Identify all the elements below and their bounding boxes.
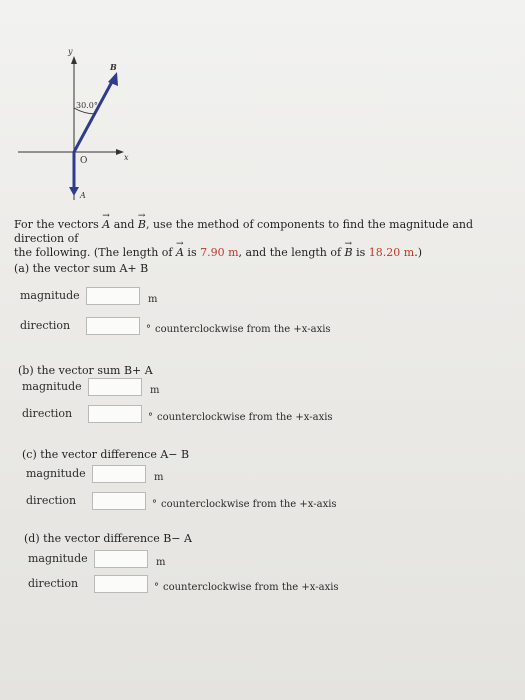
angle-label: 30.0° bbox=[76, 101, 98, 110]
part-b-direction-input[interactable] bbox=[88, 405, 142, 423]
part-c-magnitude-row bbox=[26, 464, 163, 483]
x-axis-arrowhead bbox=[116, 149, 124, 155]
magnitude-label: magnitude bbox=[26, 467, 86, 480]
direction-suffix: counterclockwise from the +x-axis bbox=[157, 412, 333, 423]
part-a-magnitude-row bbox=[20, 286, 157, 305]
x-axis-label: x bbox=[124, 153, 129, 162]
part-d-magnitude-row bbox=[28, 549, 165, 568]
direction-label: direction bbox=[26, 494, 77, 507]
direction-suffix: counterclockwise from the +x-axis bbox=[163, 582, 339, 593]
problem-line-2 bbox=[14, 246, 519, 260]
part-c-magnitude-input[interactable] bbox=[92, 465, 146, 483]
part-a-direction-input[interactable] bbox=[86, 317, 140, 335]
direction-label: direction bbox=[22, 407, 73, 420]
part-d-direction-row bbox=[28, 574, 339, 593]
magnitude-label: magnitude bbox=[20, 289, 80, 302]
part-c-direction-row bbox=[26, 491, 337, 510]
degree-symbol: ° bbox=[154, 582, 159, 593]
degree-symbol: ° bbox=[148, 412, 153, 423]
part-a-magnitude-input[interactable] bbox=[86, 287, 140, 305]
part-b-magnitude-row bbox=[22, 377, 159, 396]
length-a-value: 7.90 m bbox=[200, 246, 239, 259]
intro-text: is bbox=[183, 246, 201, 259]
unit-label: m bbox=[148, 294, 158, 305]
magnitude-label: magnitude bbox=[28, 552, 88, 565]
vector-a-arrowhead bbox=[69, 187, 79, 196]
unit-label: m bbox=[156, 557, 166, 568]
part-d-magnitude-input[interactable] bbox=[94, 550, 148, 568]
problem-statement bbox=[14, 218, 519, 260]
part-d-direction-input[interactable] bbox=[94, 575, 148, 593]
part-c-direction-input[interactable] bbox=[92, 492, 146, 510]
unit-label: m bbox=[154, 472, 164, 483]
y-axis-label: y bbox=[68, 47, 73, 56]
vector-diagram bbox=[0, 0, 525, 200]
direction-label: direction bbox=[20, 319, 71, 332]
direction-suffix: counterclockwise from the +x-axis bbox=[161, 499, 337, 510]
y-axis-arrowhead bbox=[71, 56, 77, 64]
intro-text: is bbox=[352, 246, 369, 259]
intro-text: .) bbox=[414, 246, 423, 259]
vector-a-label: A bbox=[80, 191, 86, 200]
vector-b-symbol: → B bbox=[138, 218, 146, 231]
part-b-direction-row bbox=[22, 404, 333, 423]
part-c-title: (c) the vector difference A− B bbox=[22, 448, 190, 461]
vector-b-label: B bbox=[110, 62, 117, 72]
part-b-magnitude-input[interactable] bbox=[88, 378, 142, 396]
intro-text: , use the method of components to find the magnitude and direction of bbox=[14, 218, 474, 245]
length-b-value: 18.20 m bbox=[368, 246, 415, 259]
vector-a-symbol: → A bbox=[102, 218, 110, 231]
part-a-direction-row bbox=[20, 316, 331, 335]
intro-text: For the vectors bbox=[14, 218, 103, 231]
degree-symbol: ° bbox=[146, 324, 151, 335]
magnitude-label: magnitude bbox=[22, 380, 82, 393]
vector-b bbox=[74, 78, 114, 152]
intro-text: , and the length of bbox=[238, 246, 345, 259]
vector-a-symbol: → A bbox=[176, 246, 184, 259]
part-b-title: (b) the vector sum B+ A bbox=[18, 364, 153, 377]
degree-symbol: ° bbox=[152, 499, 157, 510]
unit-label: m bbox=[150, 385, 160, 396]
intro-text: and bbox=[110, 218, 138, 231]
intro-text: the following. (The length of bbox=[14, 246, 176, 259]
vector-b-symbol: → B bbox=[345, 246, 353, 259]
origin-label: O bbox=[80, 156, 88, 166]
problem-line-1 bbox=[14, 218, 519, 246]
direction-label: direction bbox=[28, 577, 79, 590]
part-d-title: (d) the vector difference B− A bbox=[24, 532, 192, 545]
direction-suffix: counterclockwise from the +x-axis bbox=[155, 324, 331, 335]
part-a-title: (a) the vector sum A+ B bbox=[14, 262, 149, 275]
